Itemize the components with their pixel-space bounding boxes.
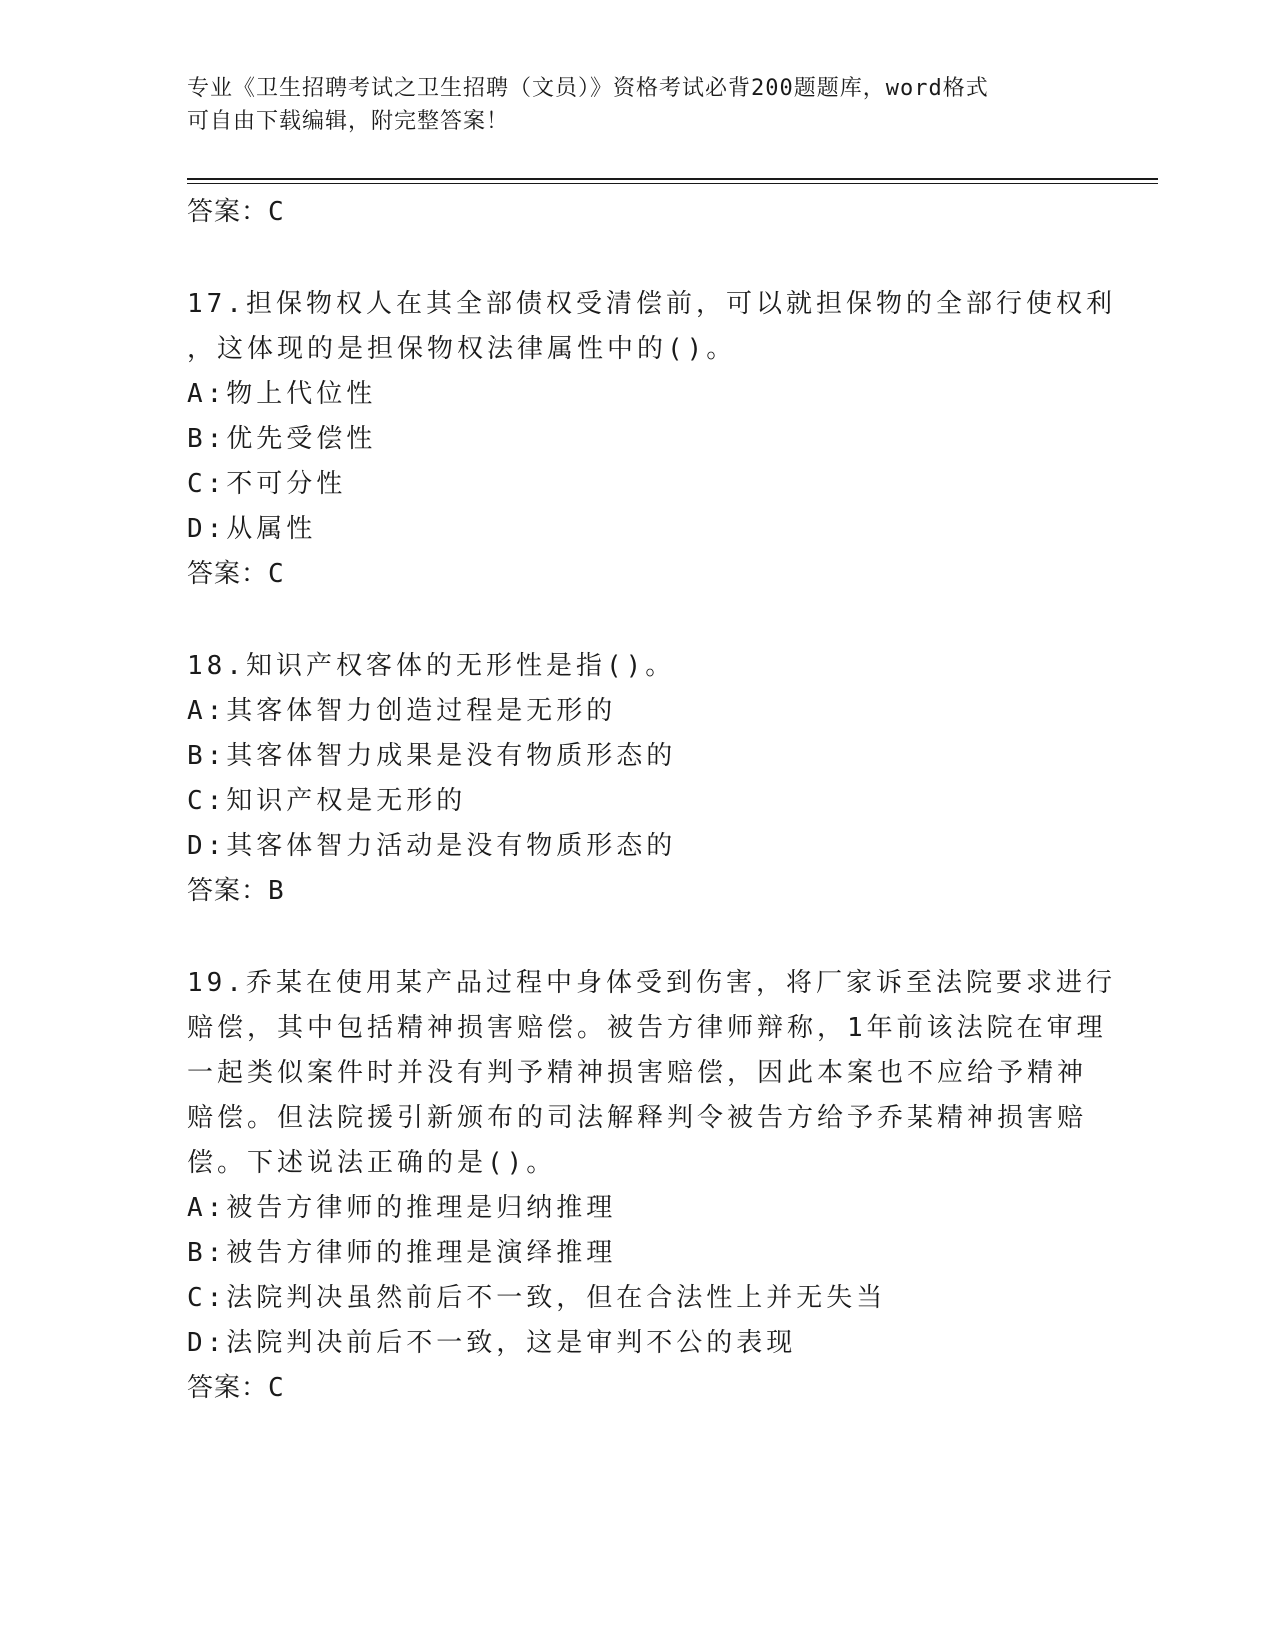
option-a: A:其客体智力创造过程是无形的 (187, 696, 617, 726)
answer-value: C (268, 559, 285, 589)
header-rule-thin (187, 183, 1158, 184)
option-c: C:知识产权是无形的 (187, 786, 467, 816)
question-stem (187, 961, 1116, 1186)
stem-line: 赔偿。但法院援引新颁布的司法解释判令被告方给予乔某精神损害赔 (187, 1103, 1088, 1133)
page-header (187, 72, 1087, 138)
option-b: B:被告方律师的推理是演绎推理 (187, 1238, 617, 1268)
question-stem (187, 644, 1087, 689)
option-c: C:不可分性 (187, 469, 347, 499)
stem-line: 17.担保物权人在其全部债权受清偿前，可以就担保物的全部行使权利 (187, 289, 1116, 319)
answer-line (187, 552, 1087, 596)
option-d: D:从属性 (187, 514, 317, 544)
option-c: C:法院判决虽然前后不一致，但在合法性上并无失当 (187, 1283, 887, 1313)
answer-value: C (268, 197, 285, 227)
answer-label: 答案： (187, 559, 269, 589)
answer-label: 答案： (187, 1373, 269, 1403)
spacer (187, 913, 1087, 961)
question-block (187, 961, 1116, 1410)
answer-line (187, 190, 1087, 234)
spacer (187, 596, 1087, 644)
question-stem (187, 282, 1116, 372)
answer-value: C (268, 1373, 285, 1403)
answer-value: B (268, 876, 285, 906)
question-block (187, 282, 1116, 596)
stem-line: 赔偿，其中包括精神损害赔偿。被告方律师辩称，1年前该法院在审理 (187, 1013, 1107, 1043)
answer-label: 答案： (187, 876, 269, 906)
stem-line: 19.乔某在使用某产品过程中身体受到伤害，将厂家诉至法院要求进行 (187, 968, 1116, 998)
header-line-1: 专业《卫生招聘考试之卫生招聘（文员）》资格考试必背200题题库，word格式 (187, 76, 989, 101)
stem-line: ，这体现的是担保物权法律属性中的()。 (187, 334, 737, 364)
option-b: B:优先受偿性 (187, 424, 377, 454)
option-a: A:物上代位性 (187, 379, 377, 409)
stem-line: 一起类似案件时并没有判予精神损害赔偿，因此本案也不应给予精神 (187, 1058, 1088, 1088)
answer-line (187, 1366, 1087, 1410)
spacer (187, 234, 1087, 282)
option-b: B:其客体智力成果是没有物质形态的 (187, 741, 677, 771)
option-d: D:其客体智力活动是没有物质形态的 (187, 831, 677, 861)
option-d: D:法院判决前后不一致，这是审判不公的表现 (187, 1328, 797, 1358)
header-rule-thick (187, 178, 1158, 180)
stem-line: 18.知识产权客体的无形性是指()。 (187, 651, 676, 681)
answer-line (187, 869, 1087, 913)
question-list (187, 190, 1116, 1410)
stem-line: 偿。下述说法正确的是()。 (187, 1148, 557, 1178)
answer-label: 答案： (187, 197, 269, 227)
header-line-2: 可自由下载编辑，附完整答案！ (187, 109, 510, 134)
question-block (187, 644, 1087, 913)
option-a: A:被告方律师的推理是归纳推理 (187, 1193, 617, 1223)
